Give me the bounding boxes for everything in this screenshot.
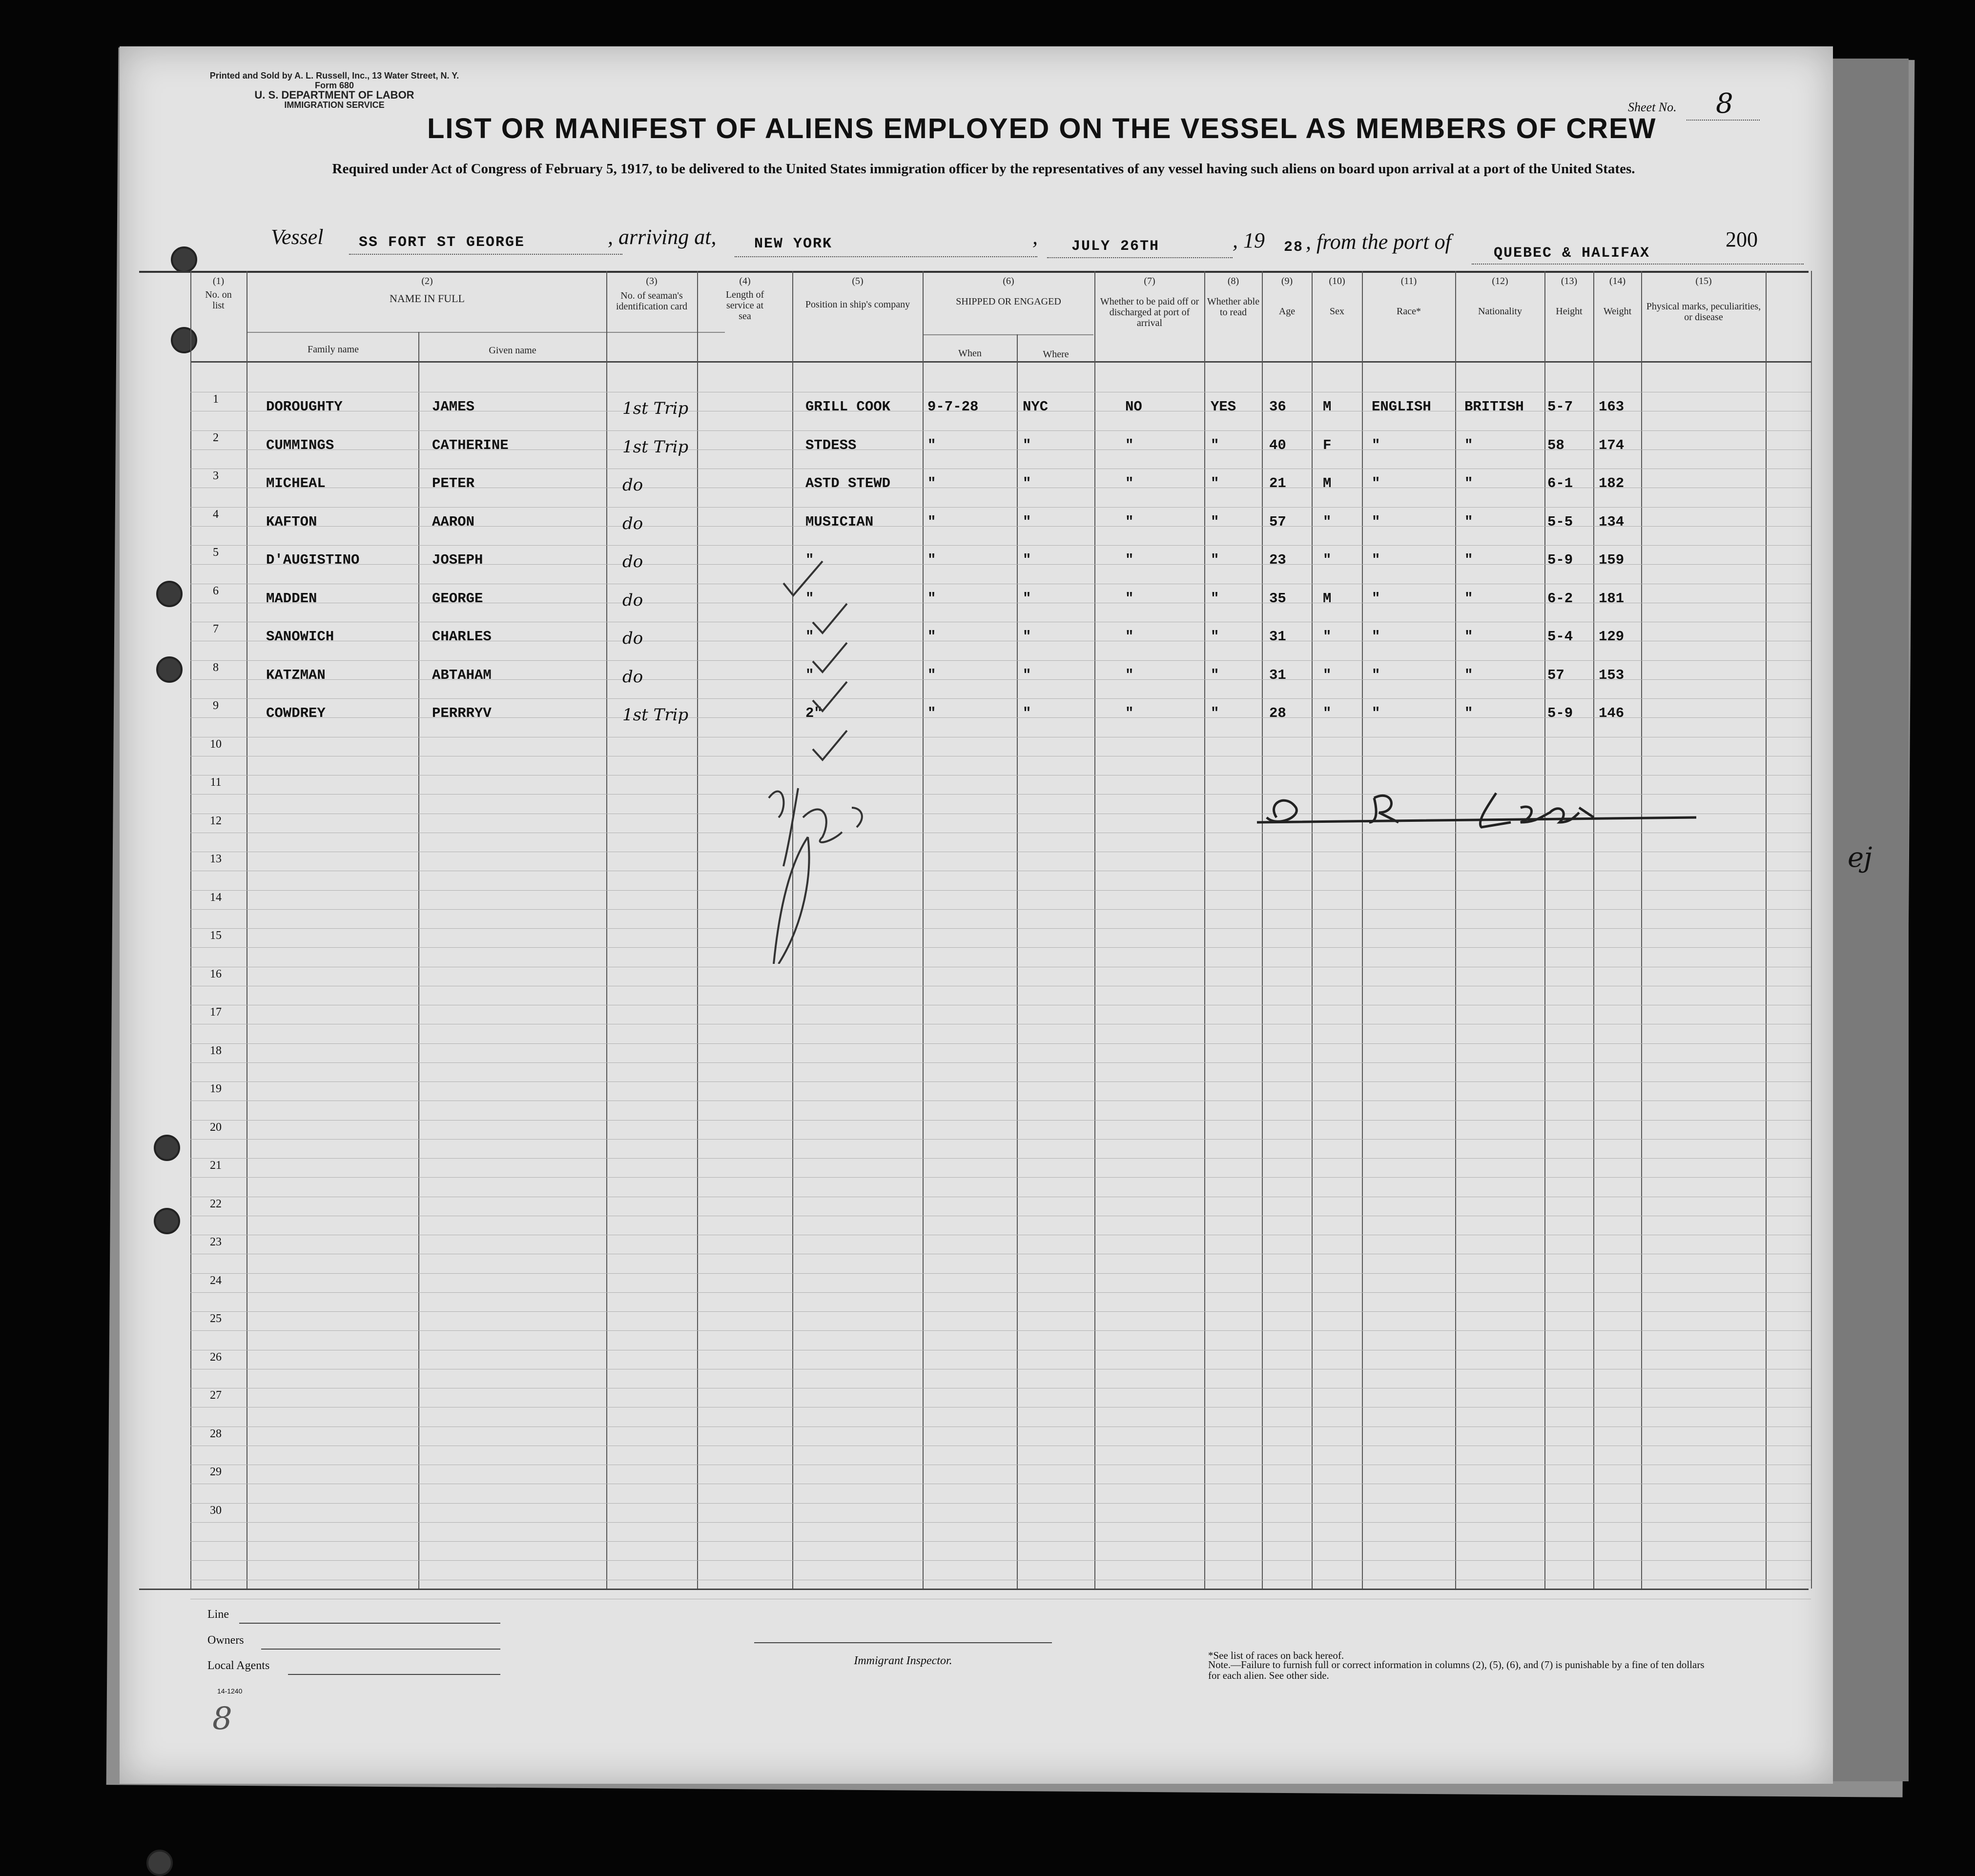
arrival-date-line [1047,257,1233,258]
col12-label: Nationality [1478,306,1522,317]
height-cell: 5-4 [1547,629,1573,645]
weight-cell: 182 [1599,475,1625,491]
row-number: 12 [210,814,222,827]
col3-label: No. of seaman's identification card [616,290,688,312]
row-number: 27 [210,1389,222,1402]
vessel-label: Vessel [271,225,324,249]
nationality-cell: " [1464,667,1473,683]
inspector-signature [1247,778,1735,842]
age-cell: 57 [1269,513,1286,530]
table-top-border [139,271,1809,273]
family-name-cell: KATZMAN [266,667,326,683]
ruled-line [190,698,1811,699]
shipped-where-cell: " [1023,437,1031,453]
col9-header [1263,276,1311,317]
card-number-cell: do [622,475,643,495]
row-number: 16 [210,967,222,980]
position-cell: ASTD STEWD [805,475,891,491]
row-number: 28 [210,1427,222,1440]
col13-label: Height [1556,306,1583,317]
height-cell: 58 [1547,437,1564,453]
service: IMMIGRATION SERVICE [284,100,385,110]
shipped-where-cell: " [1023,513,1031,530]
comma: , [1032,225,1038,249]
vessel-name-line [349,254,622,255]
able-to-read-cell: " [1211,475,1219,491]
sex-cell: " [1323,513,1332,530]
family-name-cell: MADDEN [266,590,317,607]
able-to-read-cell: " [1211,667,1219,683]
ruled-line [190,1043,1811,1044]
age-cell: 28 [1269,705,1286,721]
year: 28 [1284,239,1304,256]
col11-header [1363,276,1454,317]
col15-label: Physical marks, peculiarities, or disease [1646,301,1761,323]
shipped-where-cell: " [1023,552,1031,568]
row-number: 26 [210,1350,222,1364]
check-mark [813,604,847,633]
row-number: 8 [213,661,219,674]
col6-label: SHIPPED OR ENGAGED [956,296,1061,307]
height-cell: 6-1 [1547,475,1573,491]
given-name-cell: AARON [432,513,475,530]
shipped-where-cell: " [1023,629,1031,645]
weight-cell: 146 [1599,705,1625,721]
shipped-when-cell: " [927,590,936,607]
ruled-line [190,1177,1811,1178]
department: U. S. DEPARTMENT OF LABOR [254,89,414,101]
margin-page-mark: 8 [212,1701,232,1737]
col8-label: Whether able to read [1207,296,1260,318]
weight-cell: 129 [1599,629,1625,645]
able-to-read-cell: " [1211,513,1219,530]
row-number: 25 [210,1312,222,1325]
row-number: 4 [213,508,219,521]
binder-hole [154,1135,180,1161]
sex-cell: F [1323,437,1332,453]
col13-header [1546,276,1592,317]
age-cell: 40 [1269,437,1286,453]
ruled-line [190,1292,1811,1293]
from-port-line [1472,264,1804,265]
ruled-line [190,1541,1811,1542]
height-cell: 5-7 [1547,399,1573,415]
col4-num: (4) [739,276,751,286]
from-port: QUEBEC & HALIFAX [1494,245,1650,262]
table-bottom-border [139,1589,1809,1590]
weight-cell: 163 [1599,399,1625,415]
paid-off-cell: " [1125,552,1134,568]
height-cell: 5-5 [1547,513,1573,530]
row-number: 13 [210,853,222,865]
sex-cell: M [1323,475,1332,491]
col10-header [1313,276,1361,317]
shipped-where-cell: " [1023,705,1031,721]
ruled-line [190,1503,1811,1504]
sheet-label: Sheet No. [1628,100,1677,114]
shipped-when-cell: " [927,667,936,683]
given-name-cell: JAMES [432,399,475,415]
able-to-read-cell: " [1211,437,1219,453]
family-name-cell: MICHEAL [266,475,326,491]
position-cell: " [805,667,814,683]
check-mark [813,682,847,711]
age-cell: 31 [1269,629,1286,645]
sex-cell: " [1323,667,1332,683]
col4-label: Length of service at sea [725,289,764,322]
margin-initial: ej [1848,842,1872,874]
family-name-cell: SANOWICH [266,629,334,645]
col14-label: Weight [1603,306,1632,317]
col-divider [1017,334,1018,1589]
ruled-line [190,430,1811,431]
ruled-line [190,1158,1811,1159]
paid-off-cell: NO [1125,399,1142,415]
card-number-cell: 1st Trip [622,705,689,725]
col2b-header: Given name [489,345,536,356]
race-cell: " [1372,513,1380,530]
check-mark [813,731,847,760]
check-mark [813,643,847,672]
paid-off-cell: " [1125,629,1134,645]
age-cell: 21 [1269,475,1286,491]
binder-hole [154,1208,180,1234]
row-number: 22 [210,1197,222,1210]
col6-header [924,276,1093,307]
col-divider [418,332,419,1589]
height-cell: 6-2 [1547,590,1573,607]
paid-off-cell: " [1125,437,1134,453]
col8-num: (8) [1227,276,1239,286]
row-number: 9 [213,699,219,712]
footer-agents-label: Local Agents [207,1659,270,1672]
shipped-where-cell: " [1023,475,1031,491]
ruled-line [190,545,1811,546]
manifest-sheet [120,46,1872,1784]
position-cell: " [805,552,814,568]
family-name-cell: D'AUGISTINO [266,552,360,568]
able-to-read-cell: " [1211,552,1219,568]
shipped-when-cell: " [927,475,936,491]
given-name-cell: GEORGE [432,590,483,607]
ruled-line [190,1139,1811,1140]
col14-num: (14) [1609,276,1626,286]
given-name-cell: CHARLES [432,629,492,645]
shipped-when-cell: 9-7-28 [927,399,979,415]
row-number: 7 [213,623,219,635]
paid-off-cell: " [1125,475,1134,491]
col2-num: (2) [421,276,433,286]
col12-header [1457,276,1543,317]
col6a-header: When [958,348,982,359]
row-number: 3 [213,469,219,482]
row-number: 23 [210,1236,222,1248]
card-number-cell: 1st Trip [622,437,689,457]
col5-num: (5) [852,276,864,286]
arrival-port-line [735,256,1037,257]
row-number: 14 [210,891,222,904]
position-cell: 2" [805,705,823,721]
race-cell: " [1372,552,1380,568]
position-cell: STDESS [805,437,857,453]
row-number: 21 [210,1159,222,1172]
sheet-number: 8 [1716,88,1733,120]
race-cell: " [1372,590,1380,607]
inspector-label: Immigrant Inspector. [854,1654,952,1667]
col2-label: NAME IN FULL [390,292,465,305]
col5-label: Position in ship's company [805,299,910,310]
page-subtitle: Required under Act of Congress of February 5, 1917, to be delivered to the United States immigration officer by the representatives of any vessel having such aliens on board upon arrival at a port of the United States. [332,161,1635,177]
binder-hole [156,656,183,683]
shipped-where-cell: NYC [1023,399,1049,415]
card-number-cell: do [622,667,643,687]
binder-hole [171,327,197,353]
col6-num: (6) [1003,276,1014,286]
year-prefix: , 19 [1233,228,1265,252]
col3-num: (3) [646,276,658,286]
row-number: 17 [210,1006,222,1019]
family-name-cell: COWDREY [266,705,326,721]
age-cell: 31 [1269,667,1286,683]
printer-block [183,71,486,110]
long-stroke [774,837,809,964]
footer-owners-label: Owners [207,1634,244,1647]
shipped-when-cell: " [927,437,936,453]
col15-num: (15) [1695,276,1712,286]
ruled-line [190,660,1811,661]
arriving-label: , arriving at, [608,225,717,249]
col13-num: (13) [1561,276,1578,286]
weight-cell: 134 [1599,513,1625,530]
ruled-line [190,1062,1811,1063]
paid-off-cell: " [1125,667,1134,683]
printer-line: Printed and Sold by A. L. Russell, Inc., 13 Water Street, N. Y. [209,71,459,81]
nationality-cell: " [1464,705,1473,721]
race-cell: " [1372,475,1380,491]
weight-cell: 174 [1599,437,1625,453]
col6b-header: Where [1043,349,1069,360]
shipped-when-cell: " [927,513,936,530]
footer-line-label: Line [207,1608,229,1621]
binder-hole [171,246,197,273]
row-number: 15 [210,929,222,942]
form-code: 14-1240 [217,1687,243,1695]
position-cell: MUSICIAN [805,513,874,530]
col15-header [1643,276,1765,323]
given-name-cell: JOSEPH [432,552,483,568]
race-cell: ENGLISH [1372,399,1431,415]
ruled-line [190,909,1811,910]
owners-signature-line [261,1649,500,1650]
sex-cell: " [1323,629,1332,645]
weight-cell: 153 [1599,667,1625,683]
row-number: 5 [213,546,219,559]
col7-header [1096,276,1203,328]
ruled-line [190,1522,1811,1523]
card-number-cell: do [622,590,643,610]
col9-num: (9) [1281,276,1293,286]
row-number: 10 [210,737,222,751]
family-name-cell: CUMMINGS [266,437,334,453]
given-name-cell: CATHERINE [432,437,509,453]
weight-cell: 181 [1599,590,1625,607]
paid-off-cell: " [1125,590,1134,607]
binding-strip [1826,59,1909,1781]
col2a-header: Family name [308,344,359,355]
arrival-port: NEW YORK [754,236,833,252]
given-name-cell: PETER [432,475,475,491]
age-cell: 35 [1269,590,1286,607]
col1-header [193,276,244,311]
vessel-name: SS FORT ST GEORGE [359,234,525,251]
ruled-line [190,507,1811,508]
col12-num: (12) [1492,276,1508,286]
card-number-cell: do [622,629,643,648]
penalty-note: Note.—Failure to furnish full or correct information in columns (2), (5), (6), and (7) is punishable by a fine of ten dollars for each alien. See other side. [1208,1659,1705,1681]
height-cell: 5-9 [1547,552,1573,568]
col11-label: Race* [1397,306,1421,317]
initials-scribble [769,788,862,866]
paid-off-cell: " [1125,513,1134,530]
race-cell: " [1372,667,1380,683]
row-number: 11 [210,776,222,789]
binder-hole [156,581,183,607]
col3-header [608,276,696,312]
sheet-number-line [1687,120,1760,121]
card-number-cell: do [622,552,643,571]
check-mark [783,561,823,595]
paid-off-cell: " [1125,705,1134,721]
col4-header [699,276,791,322]
col1-label: No. on list [205,289,232,311]
shipped-when-cell: " [927,629,936,645]
given-name-cell: PERRRYV [432,705,492,721]
col11-num: (11) [1400,276,1417,286]
race-cell: " [1372,705,1380,721]
row-number: 19 [210,1082,222,1095]
position-cell: " [805,590,814,607]
position-cell: " [805,629,814,645]
sex-cell: M [1323,590,1332,607]
page-title: LIST OR MANIFEST OF ALIENS EMPLOYED ON THE VESSEL AS MEMBERS OF CREW [427,113,1657,144]
ruled-line [190,1120,1811,1121]
col8-header [1206,276,1261,318]
age-cell: 23 [1269,552,1286,568]
agents-signature-line [288,1674,500,1675]
able-to-read-cell: " [1211,590,1219,607]
sex-cell: M [1323,399,1332,415]
card-number-cell: 1st Trip [622,399,689,418]
count: 200 [1726,227,1758,251]
col2-header [249,276,605,304]
col-divider [1811,271,1812,1589]
col9-label: Age [1278,306,1296,317]
shipped-when-cell: " [927,705,936,721]
position-cell: GRILL COOK [805,399,891,415]
shipped-where-cell: " [1023,590,1031,607]
name-subhead-line [247,332,725,333]
ruled-line [190,1311,1811,1312]
col1-num: (1) [212,276,225,286]
able-to-read-cell: YES [1211,399,1236,415]
able-to-read-cell: " [1211,629,1219,645]
nationality-cell: " [1464,437,1473,453]
row-number: 29 [210,1466,222,1478]
race-cell: " [1372,629,1380,645]
sex-cell: " [1323,705,1332,721]
nationality-cell: BRITISH [1464,399,1524,415]
nationality-cell: " [1464,513,1473,530]
arrival-date: JULY 26TH [1071,238,1160,255]
family-name-cell: KAFTON [266,513,317,530]
row-number: 20 [210,1121,222,1134]
col7-num: (7) [1144,276,1155,286]
line-signature-line [239,1623,500,1624]
ruled-line [190,1560,1811,1561]
able-to-read-cell: " [1211,705,1219,721]
height-cell: 57 [1547,667,1564,683]
nationality-cell: " [1464,475,1473,491]
col14-header [1595,276,1640,317]
sex-cell: " [1323,552,1332,568]
shipped-subhead-line [923,334,1093,335]
row-number: 24 [210,1274,222,1287]
races-note: *See list of races on back hereof. [1208,1650,1344,1661]
given-name-cell: ABTAHAM [432,667,492,683]
ruled-line [190,1081,1811,1082]
from-port-label: , from the port of [1306,230,1451,254]
height-cell: 5-9 [1547,705,1573,721]
ruled-line [190,1273,1811,1274]
ruled-line [190,928,1811,929]
row-number: 30 [210,1504,222,1517]
row-number: 18 [210,1044,222,1057]
weight-cell: 159 [1599,552,1625,568]
nationality-cell: " [1464,590,1473,607]
shipped-where-cell: " [1023,667,1031,683]
header-bottom-border [190,361,1811,363]
col7-label: Whether to be paid off or discharged at port of arrival [1100,296,1199,328]
age-cell: 36 [1269,399,1286,415]
card-number-cell: do [622,513,643,533]
binder-hole [146,1850,173,1876]
ruled-line [190,947,1811,948]
col5-header [794,276,922,310]
ruled-line [190,1330,1811,1331]
col10-num: (10) [1329,276,1345,286]
nationality-cell: " [1464,552,1473,568]
race-cell: " [1372,437,1380,453]
form-number: Form 680 [314,81,354,90]
col10-label: Sex [1330,306,1344,317]
row-number: 2 [213,431,219,444]
shipped-when-cell: " [927,552,936,568]
ruled-line [190,890,1811,891]
row-number: 6 [213,584,219,597]
nationality-cell: " [1464,629,1473,645]
handwritten-marks [657,476,998,964]
row-number: 1 [213,393,219,406]
inspector-signature-line [754,1642,1052,1643]
family-name-cell: DOROUGHTY [266,399,343,415]
